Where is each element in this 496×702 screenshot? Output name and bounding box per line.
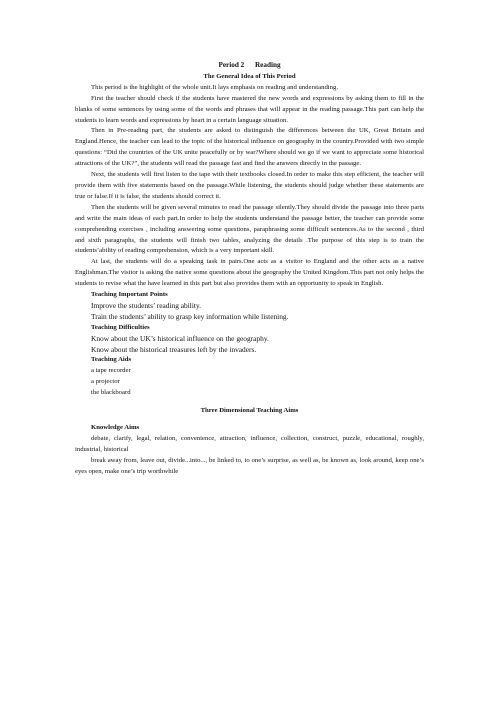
aids-heading: Teaching Aids [91, 356, 132, 364]
paragraph-speaking: At last, the students will do a speaking task in pairs.One acts as a visitor to England and the other acts as a native Englishman.The visitor is asking the native some questions about the geography the United Kingdom.This part not only helps the students to revise what the have learned in this part but also provides them with an opportunity to speak in English. [75, 258, 424, 288]
important-point-item: Improve the students’ reading ability. [91, 300, 202, 310]
paragraph-reading: Then the students will be given several minutes to read the passage silently.They should divide the passage into three parts and write the main ideas of each part.In order to help the students understand the passage better, the teacher can provide some comprehending exercises , including answering some questions, paraphrasing some difficult sentences.As to the second , third and sixth paragraphs, the students will finish two tables, analyzing the details .The purpose of this step is to train the students’ability of reading comprehension, which is a very important skill. [75, 203, 424, 255]
paragraph-listening: Next, the students will first listen to the tape with their textbooks closed.In order to make this step efficient, the teacher will provide them with five statements based on the passage.While listening, the students should judge whether these statements are true or false.If it is false, the students should correct it. [75, 171, 424, 200]
aims-title: Three Dimensional Teaching Aims [200, 406, 299, 414]
difficulty-item: Know about the historical treasures left by the invaders. [91, 344, 257, 354]
paragraph-check: First the teacher should check if the students have mastered the new words and expressions by asking them to fill in the blanks of some sentences by using some of the words and phrases that will appear in the reading passage.This part can help the students to learn words and expressions by heart in a certain language situation. [75, 94, 424, 124]
aid-item: a tape recorder [91, 367, 131, 375]
knowledge-words: debate, clarify, legal, relation, convenience, attraction, influence, collection, construct, puzzle, educational, roughly, industrial, historical [75, 435, 424, 454]
knowledge-phrases: break away from, leave out, divide...into..., be linked to, to one’s surprise, as well as, be known as, look around, keep one’s eyes open, make one’s trip worthwhile [75, 457, 424, 475]
important-points-heading: Teaching Important Points [91, 291, 168, 299]
knowledge-aims-heading: Knowledge Aims [91, 424, 140, 432]
difficulties-heading: Teaching Difficulties [91, 323, 150, 331]
page-subtitle: The General Idea of This Period [203, 72, 296, 80]
aid-item: the blackboard [91, 389, 131, 397]
paragraph-intro: This period is the highlight of the whole unit.It lays emphasis on reading and understanding. [91, 83, 339, 91]
paragraph-prereading: Then in Pre-reading part, the students are asked to distinguish the differences between the UK, Great Britain and England.Hence, the teacher can lead to the topic of the historical influence on geography in the country.Provided with two simple questions: “Did the countries of the UK unite peacefully or by war?Where should we go if we want to appreciate some historical attractions of the UK?”, the students will read the passage fast and find the answers directly in the passage. [75, 127, 424, 168]
document-content [75, 60, 424, 478]
important-point-item: Train the students’ ability to grasp key information while listening. [91, 311, 289, 321]
page-title: Period 2 Reading [218, 61, 281, 69]
difficulty-item: Know about the UK’s historical influence on the geography. [91, 333, 269, 343]
aid-item: a projector [91, 378, 120, 386]
